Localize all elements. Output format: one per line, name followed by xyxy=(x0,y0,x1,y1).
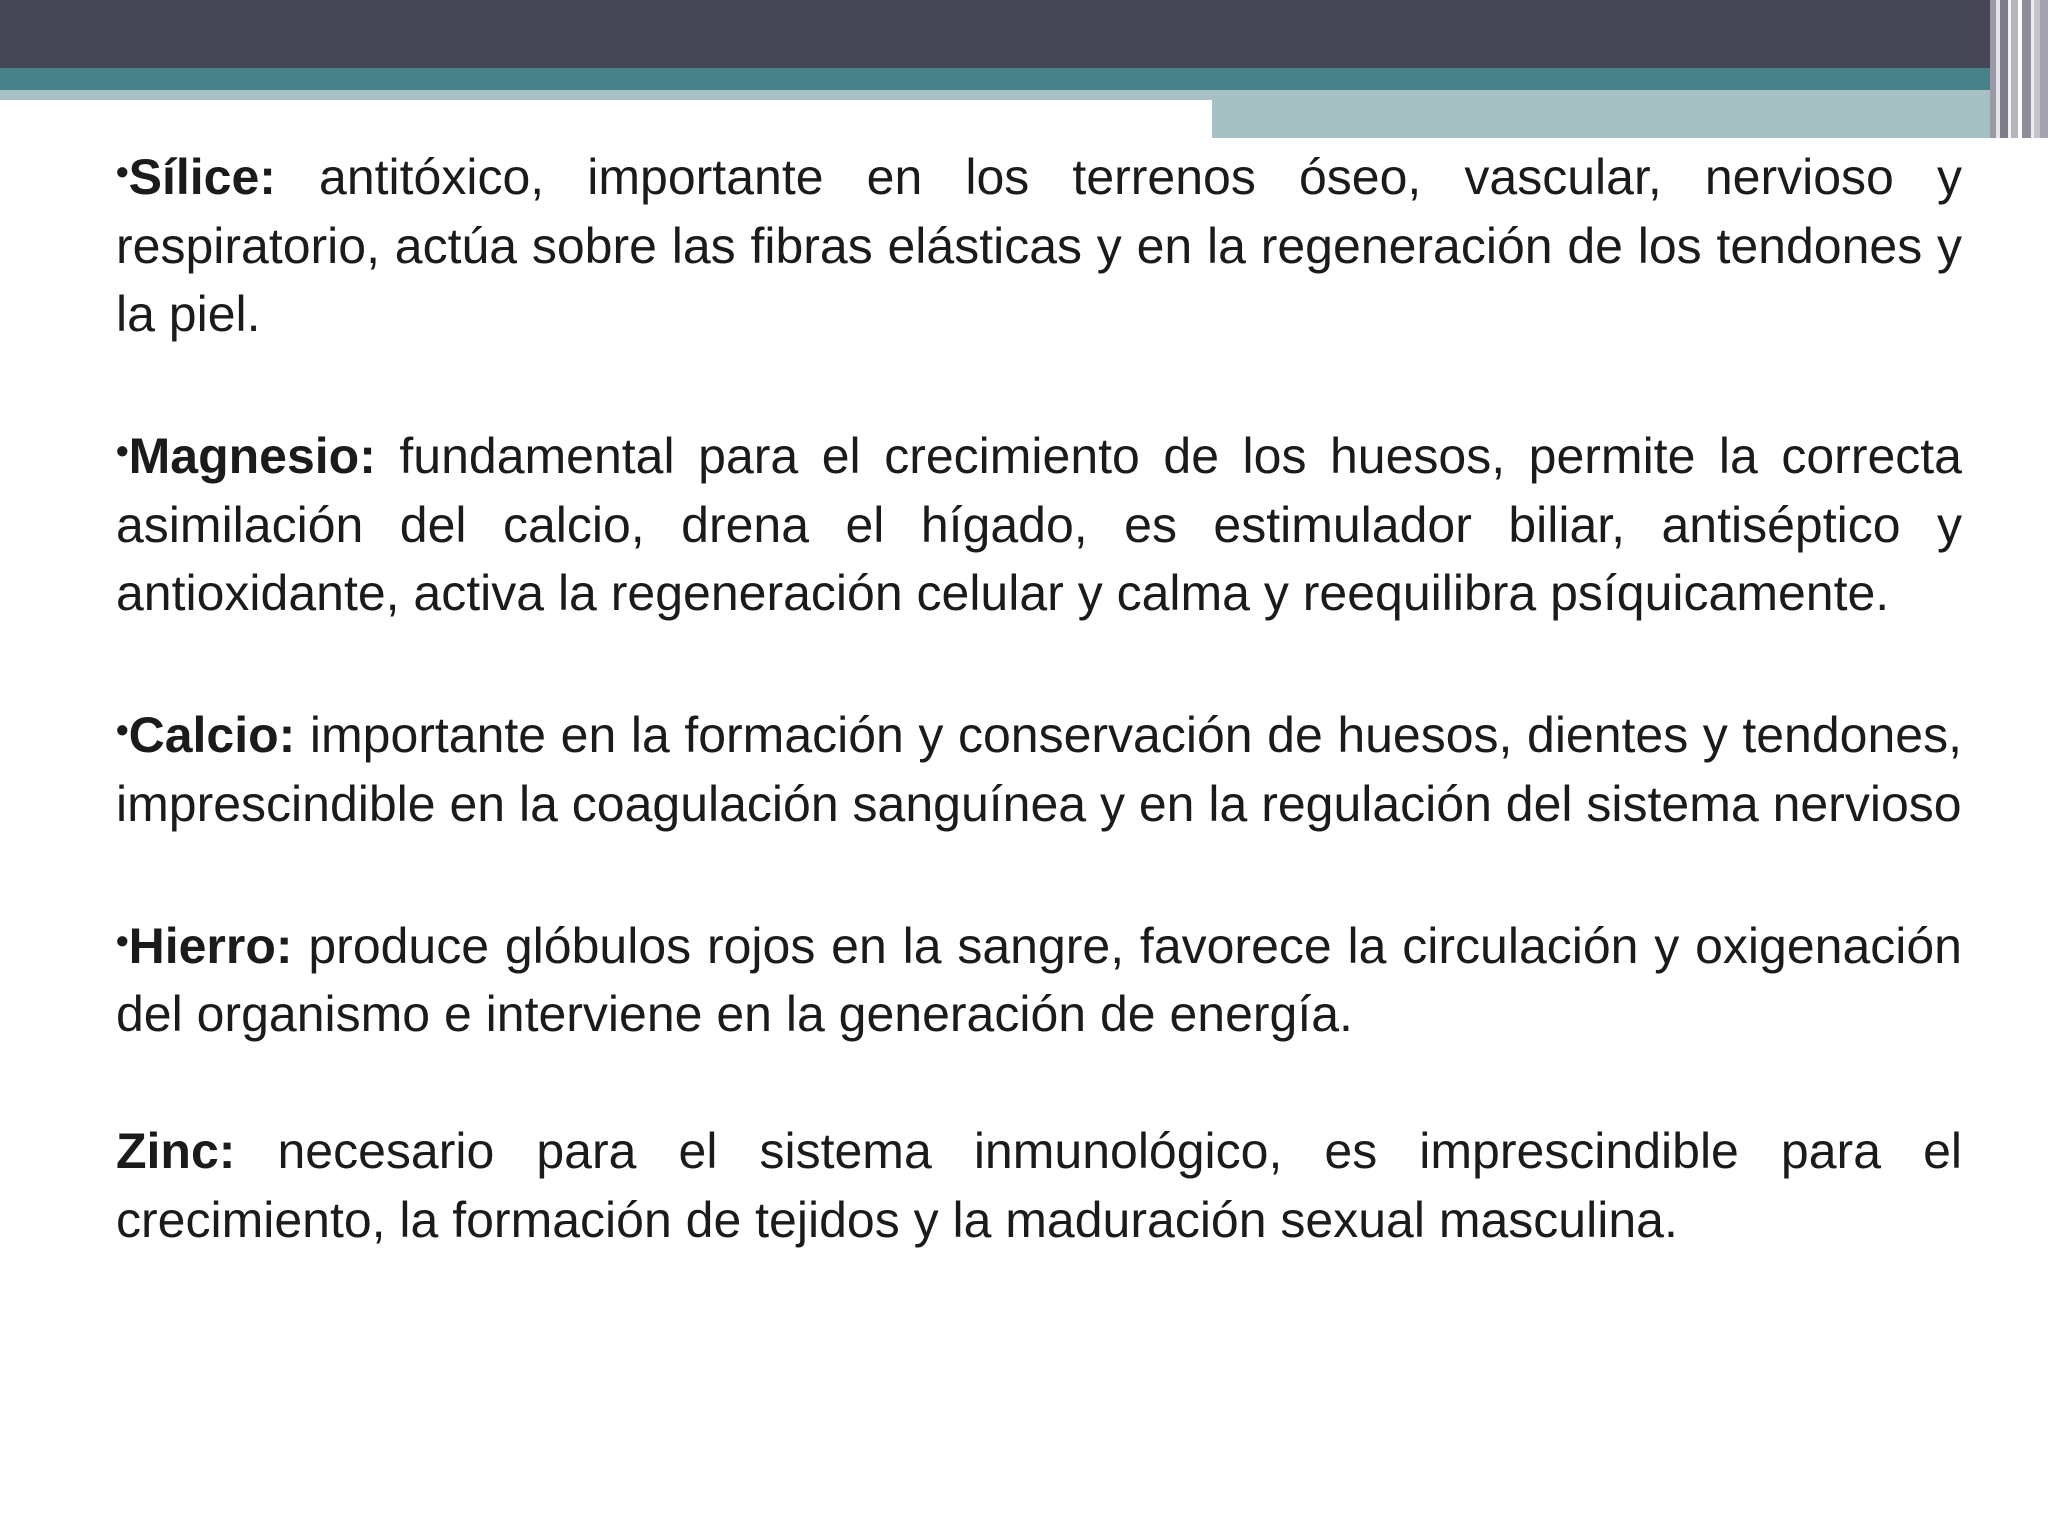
text-hierro: produce glóbulos rojos en la sangre, favorece la circulación y oxigenación del organismo e interviene en la generación de energía. xyxy=(116,917,1962,1042)
paragraph-magnesio xyxy=(116,417,1962,628)
paragraph-calcio xyxy=(116,696,1962,838)
text-magnesio: fundamental para el crecimiento de los huesos, permite la correcta asimilación del calcio, drena el hígado, es estimulador biliar, antiséptico y antioxidante, activa la regeneración celular y calma y reequilibra psíquicamente. xyxy=(116,428,1962,621)
bullet: • xyxy=(116,919,129,961)
bullet: • xyxy=(116,151,129,192)
term-zinc: Zinc: xyxy=(116,1123,236,1179)
term-hierro: Hierro: xyxy=(128,917,293,974)
bullet: • xyxy=(116,430,129,471)
bullet: • xyxy=(116,709,129,750)
paragraph-hierro xyxy=(116,907,1962,1049)
header-light-bar-left xyxy=(0,90,1212,100)
header-teal-bar xyxy=(0,68,2048,90)
slide-body xyxy=(116,138,1962,1254)
text-zinc: necesario para el sistema inmunológico, es imprescindible para el crecimiento, la formación de tejidos y la maduración sexual masculina. xyxy=(116,1123,1962,1248)
text-calcio: importante en la formación y conservación de huesos, dientes y tendones, imprescindible en la coagulación sanguínea y en la regulación del sistema nervioso xyxy=(116,707,1962,832)
text-silice: antitóxico, importante en los terrenos óseo, vascular, nervioso y respiratorio, actúa sobre las fibras elásticas y en la regeneración de los tendones y la piel. xyxy=(116,149,1962,342)
term-magnesio: Magnesio: xyxy=(128,428,376,484)
term-calcio: Calcio: xyxy=(128,707,296,763)
term-silice: Sílice: xyxy=(128,149,276,205)
paragraph-zinc xyxy=(116,1117,1962,1254)
header-dark-bar xyxy=(0,0,2048,68)
header-light-bar-right xyxy=(1212,90,2048,138)
header-stripe-decoration xyxy=(1990,0,2048,138)
paragraph-silice xyxy=(116,138,1962,349)
